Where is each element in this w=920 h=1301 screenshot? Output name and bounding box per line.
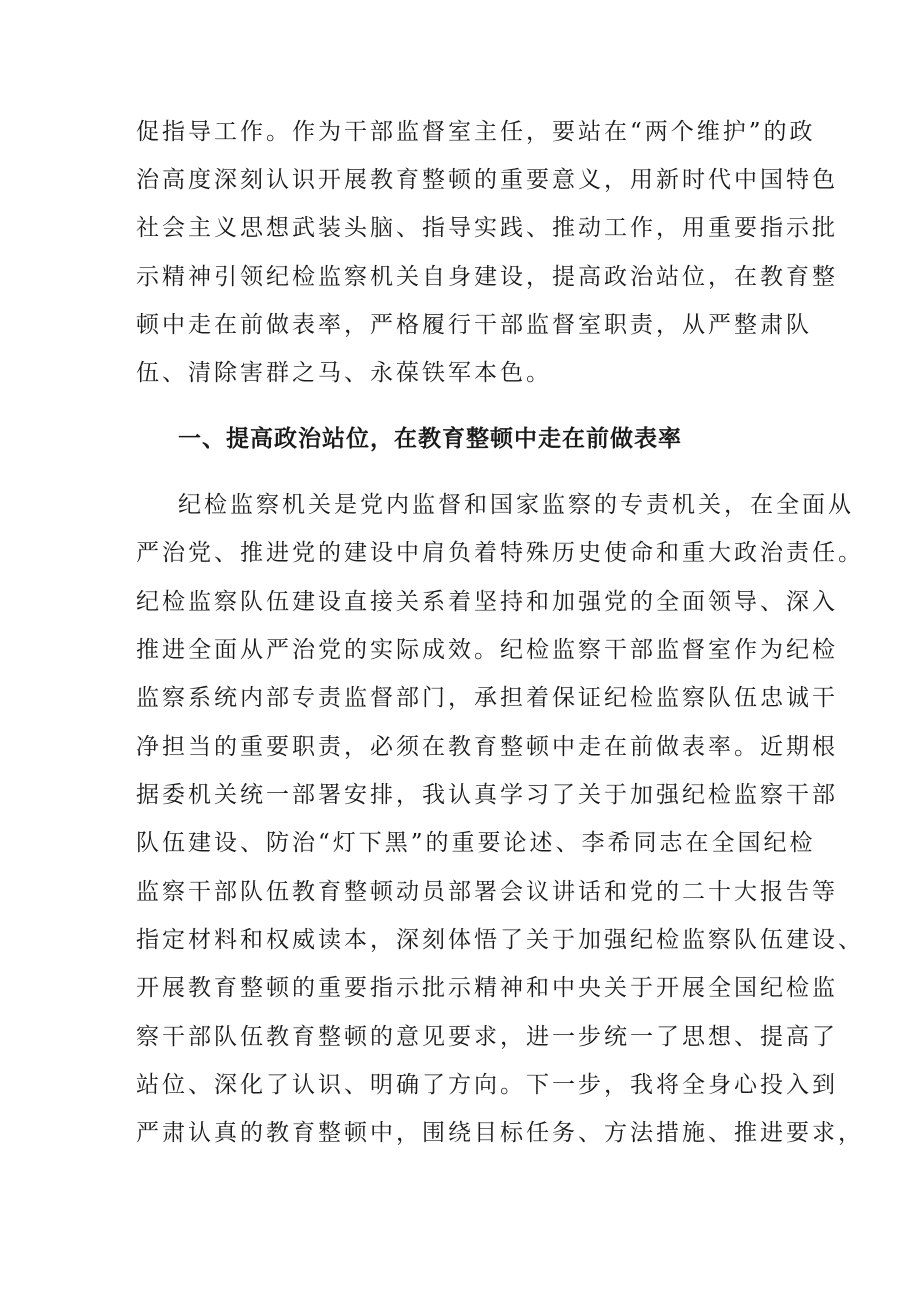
body-line: 严治党、推进党的建设中肩负着特殊历史使命和重大政治责任。 bbox=[136, 540, 864, 566]
body-line: 推进全面从严治党的实际成效。纪检监察干部监督室作为纪检 bbox=[136, 637, 838, 663]
intro-line: 治高度深刻认识开展教育整顿的重要意义，用新时代中国特色 bbox=[136, 167, 838, 193]
body-line: 严肃认真的教育整顿中，围绕目标任务、方法措施、推进要求， bbox=[136, 1120, 864, 1146]
body-line: 站位、深化了认识、明确了方向。下一步，我将全身心投入到 bbox=[136, 1072, 838, 1098]
section-heading: 一、提高政治站位，在教育整顿中走在前做表率 bbox=[178, 426, 682, 452]
body-line: 指定材料和权威读本，深刻体悟了关于加强纪检监察队伍建设、 bbox=[136, 927, 864, 953]
body-line: 监察干部队伍教育整顿动员部署会议讲话和党的二十大报告等 bbox=[136, 879, 838, 905]
intro-line: 社会主义思想武装头脑、指导实践、推动工作，用重要指示批 bbox=[136, 215, 838, 241]
intro-line: 促指导工作。作为干部监督室主任，要站在“两个维护”的政 bbox=[136, 119, 816, 145]
intro-line: 顿中走在前做表率，严格履行干部监督室职责，从严整肃队 bbox=[136, 312, 812, 338]
body-line: 净担当的重要职责，必须在教育整顿中走在前做表率。近期根 bbox=[136, 734, 838, 760]
intro-line: 伍、清除害群之马、永葆铁军本色。 bbox=[136, 360, 552, 386]
body-line: 据委机关统一部署安排，我认真学习了关于加强纪检监察干部 bbox=[136, 782, 838, 808]
body-line: 纪检监察机关是党内监督和国家监察的专责机关，在全面从 bbox=[178, 492, 854, 518]
intro-line: 示精神引领纪检监察机关自身建设，提高政治站位，在教育整 bbox=[136, 264, 838, 290]
body-line: 监察系统内部专责监督部门，承担着保证纪检监察队伍忠诚干 bbox=[136, 685, 838, 711]
body-line: 队伍建设、防治“灯下黑”的重要论述、李希同志在全国纪检 bbox=[136, 830, 816, 856]
body-line: 察干部队伍教育整顿的意见要求，进一步统一了思想、提高了 bbox=[136, 1024, 838, 1050]
body-line: 纪检监察队伍建设直接关系着坚持和加强党的全面领导、深入 bbox=[136, 589, 838, 615]
body-line: 开展教育整顿的重要指示批示精神和中央关于开展全国纪检监 bbox=[136, 975, 838, 1001]
